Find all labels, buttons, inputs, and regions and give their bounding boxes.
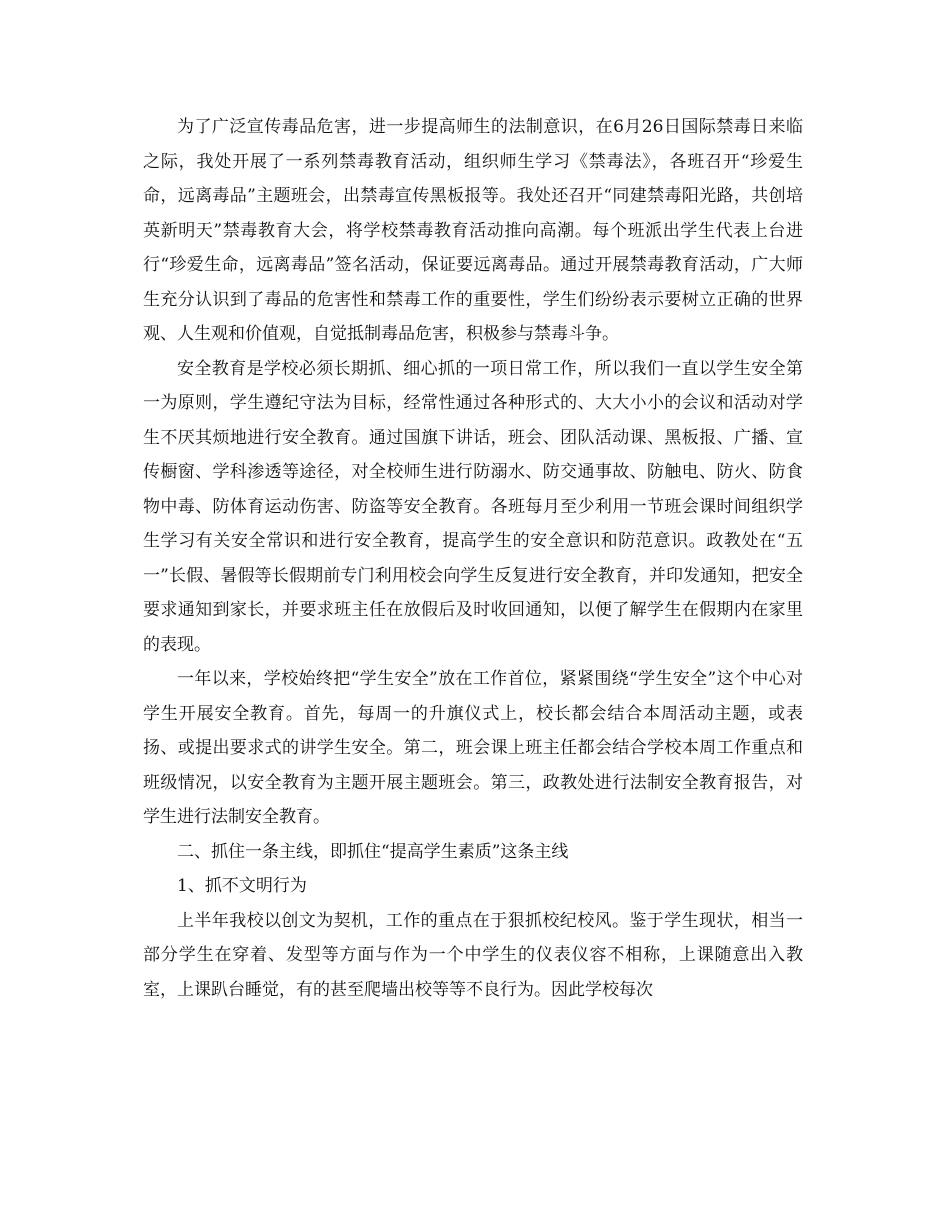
document-body bbox=[143, 110, 803, 1007]
section-heading-main-line: 二、抓住一条主线，即抓住“提高学生素质”这条主线 bbox=[177, 841, 569, 862]
paragraph-student-safety-year: 一年以来，学校始终把“学生安全”放在工作首位，紧紧围绕“学生安全”这个中心对学生开展安全教育。首先，每周一的升旗仪式上，校长都会结合本周活动主题，或表扬、或提出要求式的讲学生安全。第二，班会课上班主任都会结合学校本周工作重点和班级情况，以安全教育为主题开展主题班会。第三，政教处进行法制安全教育报告，对学生进行法制安全教育。 bbox=[143, 669, 803, 827]
paragraph-safety-education: 安全教育是学校必须长期抓、细心抓的一项日常工作，所以我们一直以学生安全第一为原则，学生遵纪守法为目标，经常性通过各种形式的、大大小小的会议和活动对学生不厌其烦地进行安全教育。通过国旗下讲话，班会、团队活动课、黑板报、广播、宣传橱窗、学科渗透等途径，对全校师生进行防溺水、防交通事故、防触电、防火、防食物中毒、防体育运动伤害、防盗等安全教育。各班每月至少利用一节班会课时间组织学生学习有关安全常识和进行安全教育，提高学生的安全意识和防范意识。政教处在“五一”长假、暑假等长假期前专门利用校会向学生反复进行安全教育，并印发通知，把安全要求通知到家长，并要求班主任在放假后及时收回通知，以便了解学生在假期内在家里的表现。 bbox=[143, 358, 803, 655]
paragraph-school-discipline: 上半年我校以创文为契机，工作的重点在于狠抓校纪校风。鉴于学生现状，相当一部分学生在穿着、发型等方面与作为一个中学生的仪表仪容不相称，上课随意出入教室，上课趴台睡觉，有的甚至爬墙出校等等不良行为。因此学校每次 bbox=[143, 910, 803, 1000]
subsection-heading-uncivilized-behavior: 1、抓不文明行为 bbox=[177, 876, 307, 896]
paragraph-anti-drug-education: 为了广泛宣传毒品危害，进一步提高师生的法制意识，在6月26日国际禁毒日来临之际，我处开展了一系列禁毒教育活动，组织师生学习《禁毒法》，各班召开“珍爱生命，远离毒品”主题班会，出禁毒宣传黑板报等。我处还召开“同建禁毒阳光路，共创培英新明天”禁毒教育大会，将学校禁毒教育活动推向高潮。每个班派出学生代表上台进行“珍爱生命，远离毒品”签名活动，保证要远离毒品。通过开展禁毒教育活动，广大师生充分认识到了毒品的危害性和禁毒工作的重要性，学生们纷纷表示要树立正确的世界观、人生观和价值观，自觉抵制毒品危害，积极参与禁毒斗争。 bbox=[143, 117, 803, 344]
